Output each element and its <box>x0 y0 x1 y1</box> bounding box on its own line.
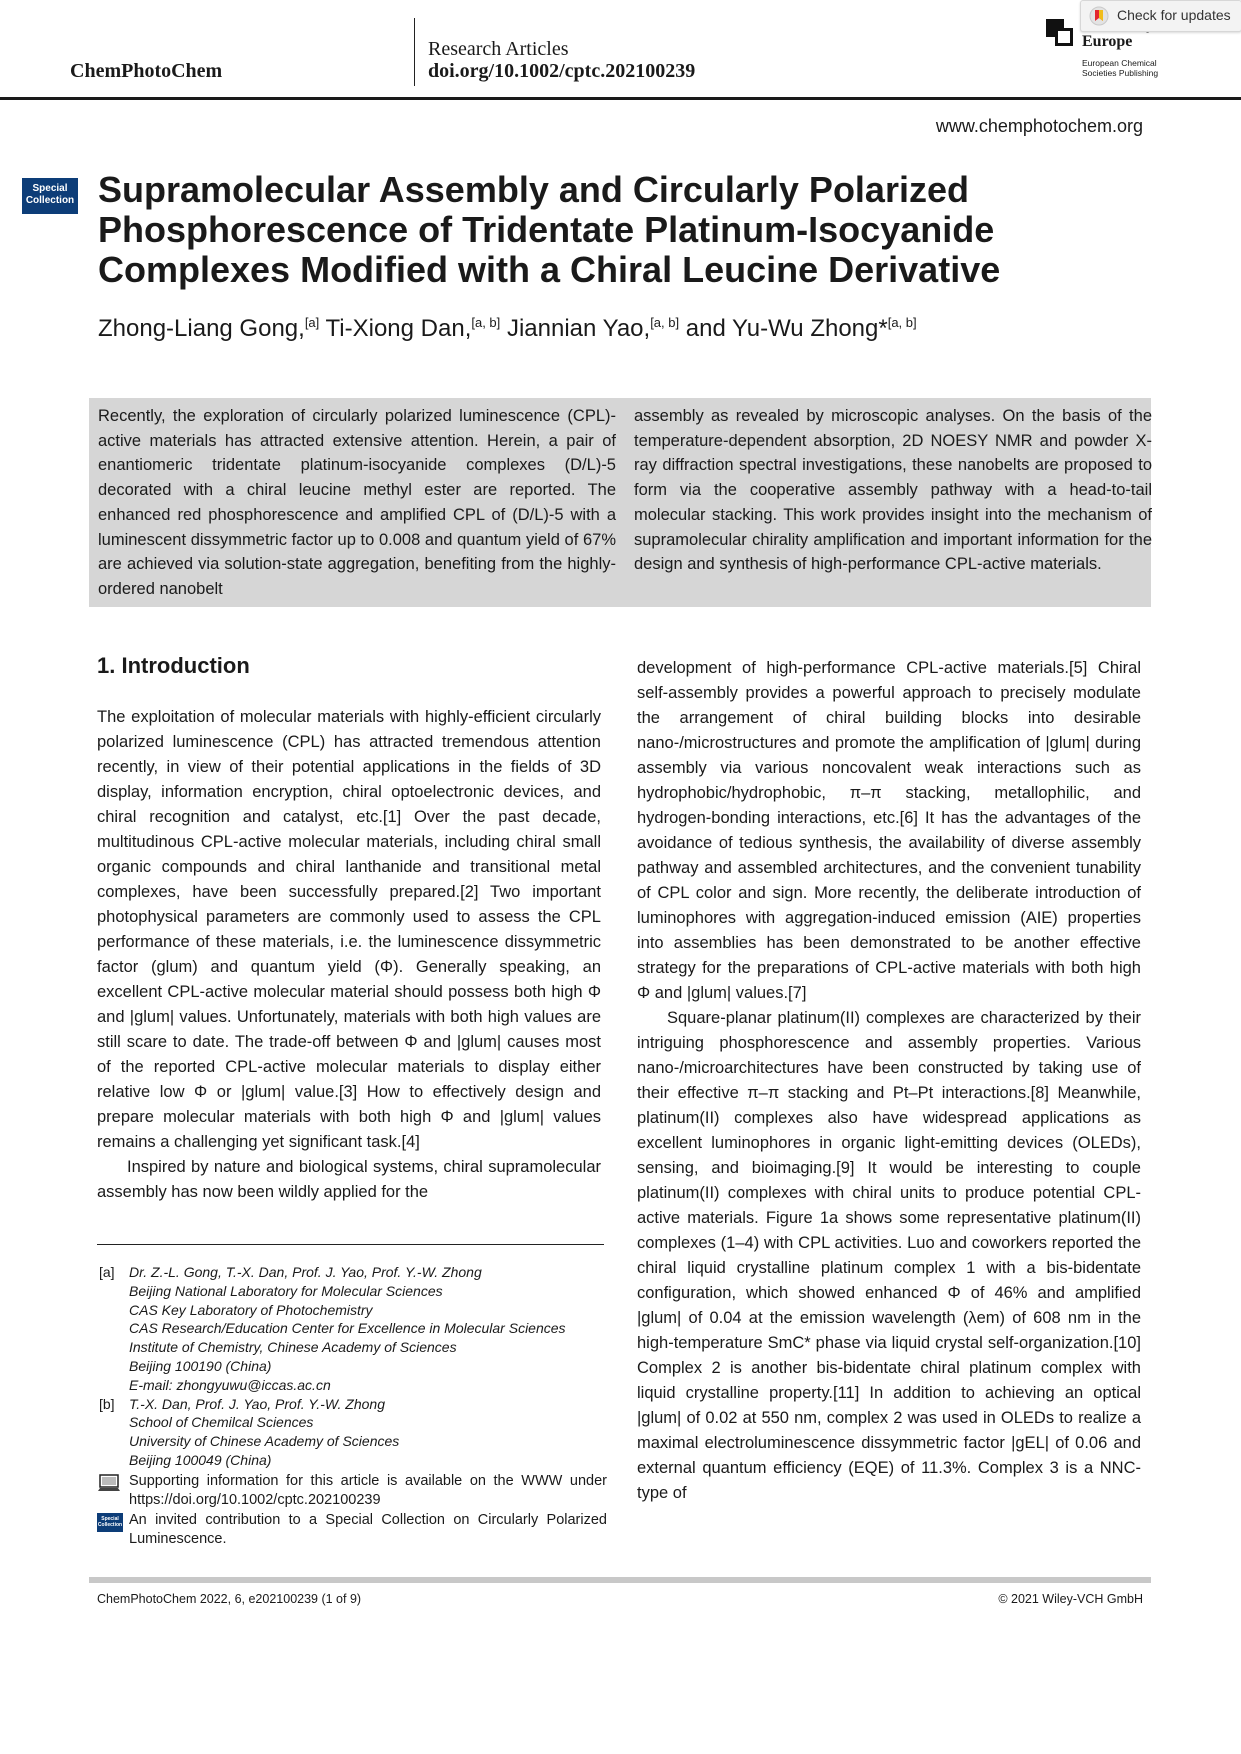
author-affiliation: [a, b] <box>650 315 680 330</box>
affiliations <box>97 1263 607 1549</box>
intro-paragraph-3: development of high-performance CPL-active materials.[5] Chiral self-assembly provides a powerful approach to precisely modulate the arrangement of chiral building blocks into desirable nano-/microstructures and promote the amplification of |glum| during assembly via various noncovalent weak interactions such as hydrophobic/hydrophobic, π–π stacking, metallophilic, and hydrogen-bonding interactions, etc.[6] It has the advantages of the avoidance of tedious synthesis, the availability of diverse assembly pathway and assembled architectures, and the convenient tunability of CPL color and sign. More recently, the deliberate introduction of luminophores with aggregation-induced emission (AIE) properties into assemblies has been demonstrated to be another effective strategy for the preparations of CPL-active materials with both high Φ and |glum| values.[7] <box>637 659 1141 1002</box>
author-name[interactable]: and Yu-Wu Zhong* <box>685 315 888 342</box>
header-divider <box>414 18 415 86</box>
article-doi-link[interactable]: doi.org/10.1002/cptc.202100239 <box>428 60 696 82</box>
journal-name: ChemPhotoChem <box>70 60 223 82</box>
author-name[interactable]: Jiannian Yao, <box>506 315 651 342</box>
affiliation-b: [b] T.-X. Dan, Prof. J. Yao, Prof. Y.-W. Zhong School of Chemilcal Sciences University of Chinese Academy of Sciences Beijing 100049 (China) <box>99 1395 400 1468</box>
intro-paragraph-1: The exploitation of molecular materials with highly-efficient circularly polarized luminescence (CPL) has attracted tremendous attention recently, in view of their potential applications in the fields of 3D display, information encryption, chiral optoelectronic devices, and chiral recognition and catalyst, etc.[1] Over the past decade, multitudinous CPL-active molecular materials, including chiral small organic compounds and chiral lanthanide and transitional metal complexes, have been successfully prepared.[2] Two important photophysical parameters are commonly used to assess the CPL performance of these materials, i.e. the luminescence dissymmetric factor (glum) and quantum yield (Φ). Generally speaking, an excellent CPL-active molecular material should possess both high Φ and |glum| values. Unfortunately, materials with both high values are still scare to date. The trade-off between Φ and |glum| causes most of the reported CPL-active molecular materials to display either relative low Φ or |glum| value.[3] How to effectively design and prepare molecular materials with both high Φ and |glum| values remains a challenging yet significant task.[4] <box>97 708 601 1151</box>
check-for-updates-button[interactable] <box>1080 0 1241 32</box>
affiliation-label: [b] <box>99 1395 115 1412</box>
chemistry-europe-logo-mark <box>1046 19 1074 47</box>
author-name[interactable]: Zhong-Liang Gong, <box>98 315 305 342</box>
footer-bar <box>89 1577 1151 1583</box>
invited-contribution-note: Special Collection An invited contribution to a Special Collection on Circularly Polarized Luminescence. <box>97 1512 607 1548</box>
computer-icon <box>97 1474 121 1492</box>
special-collection-badge: Special Collection <box>22 178 78 214</box>
logo-subtitle: European Chemical Societies Publishing <box>1082 58 1159 78</box>
footnote-rule <box>97 1244 604 1245</box>
body-right-column <box>637 656 1141 1506</box>
footer-copyright: © 2021 Wiley-VCH GmbH <box>998 1592 1143 1606</box>
author-affiliation: [a] <box>304 315 320 330</box>
journal-website-link[interactable]: www.chemphotochem.org <box>935 116 1143 136</box>
header-rule <box>0 97 1241 100</box>
affiliation-label: [a] <box>99 1264 115 1280</box>
intro-paragraph-4: Square-planar platinum(II) complexes are characterized by their intriguing phosphorescence and assembly properties. Various nano-/microarchitectures have been constructed by taking use of their effective π–π stacking and Pt–Pt interactions.[8] Meanwhile, platinum(II) complexes also have widespread applications as excellent luminophores in organic light-emitting devices (OLEDs), sensing, and bioimaging.[9] It would be interesting to couple platinum(II) complexes with chiral units to produce potential CPL-active materials. Figure 1a shows some representative platinum(II) complexes (1–4) with CPL activities. Luo and coworkers reported the chiral liquid crystalline platinum complex 1 with a bis-bidentate configuration, which showed enhanced Φ of 46% and amplified |glum| of 0.04 at the emission wavelength (λem) of 608 nm in the high-temperature SmC* phase via liquid crystal self-organization.[10] Complex 2 is another bis-bidentate chiral platinum complex with liquid crystalline property.[11] In addition to achieving an optical |glum| of 0.02 at 550 nm, complex 2 was used in OLEDs to realize a maximal electroluminescence dissymmetric factor |gEL| of 0.06 and external quantum efficiency (EQE) of 11.3%. Complex 3 is a NNC-type of <box>637 1009 1141 1502</box>
footer-citation: ChemPhotoChem 2022, 6, e202100239 (1 of 9) <box>97 1592 362 1606</box>
abstract-right-column: assembly as revealed by microscopic analyses. On the basis of the temperature-dependent absorption, 2D NOESY NMR and powder X-ray diffraction spectral investigations, these nanobelts are proposed to form via the cooperative assembly pathway with a head-to-tail molecular stacking. This work provides insight into the mechanism of supramolecular chirality amplification and important information for the design and synthesis of high-performance CPL-active materials. <box>634 407 1152 574</box>
abstract-box <box>89 398 1151 607</box>
author-affiliation: [a, b] <box>887 315 917 330</box>
introduction-heading: 1. Introduction <box>97 653 250 678</box>
author-affiliation: [a, b] <box>471 315 501 330</box>
article-section: Research Articles <box>428 38 569 60</box>
article-title: Supramolecular Assembly and Circularly Polarized Phosphorescence of Tridentate Platinum-Isocyanide Complexes Modified with a Chiral Leucine Derivative <box>98 169 1001 290</box>
affiliation-a: [a] Dr. Z.-L. Gong, T.-X. Dan, Prof. J. Yao, Prof. Y.-W. Zhong Beijing National Laboratory for Molecular Sciences CAS Key Laboratory of Photochemistry CAS Research/Education Center for Excellence in Molecular Sciences Institute of Chemistry, Chinese Academy of Sciences Beijing 100190 (China) E-mail: zhongyuwu@iccas.ac.cn <box>97 1263 607 1395</box>
author-name[interactable]: Ti-Xiong Dan, <box>325 315 472 342</box>
abstract-left-column: Recently, the exploration of circularly polarized luminescence (CPL)-active materials has attracted extensive attention. Herein, a pair of enantiomeric tridentate platinum-isocyanide complexes (D/L)-5 decorated with a chiral leucine methyl ester are reported. The enhanced red phosphorescence and amplified CPL of (D/L)-5 with a luminescent dissymmetric factor up to 0.008 and quantum yield of 67% are achieved via solution-state aggregation, benefiting from the highly-ordered nanobelt <box>98 407 616 598</box>
author-list <box>98 315 917 343</box>
body-left-column <box>97 705 601 1205</box>
logo-name: Europe <box>1082 33 1133 50</box>
check-for-updates-label: Check for updates <box>1117 7 1231 23</box>
supporting-information-note[interactable]: Supporting information for this article is available on the WWW under https://doi.org/10.1002/cptc.202100239 <box>97 1472 607 1510</box>
special-collection-icon: Special Collection <box>97 1513 123 1532</box>
intro-paragraph-2: Inspired by nature and biological systems, chiral supramolecular assembly has now been wildly applied for the <box>97 1158 601 1201</box>
corresponding-email-link[interactable]: E-mail: zhongyuwu@iccas.ac.cn <box>129 1376 331 1393</box>
crossmark-icon <box>1089 6 1109 26</box>
